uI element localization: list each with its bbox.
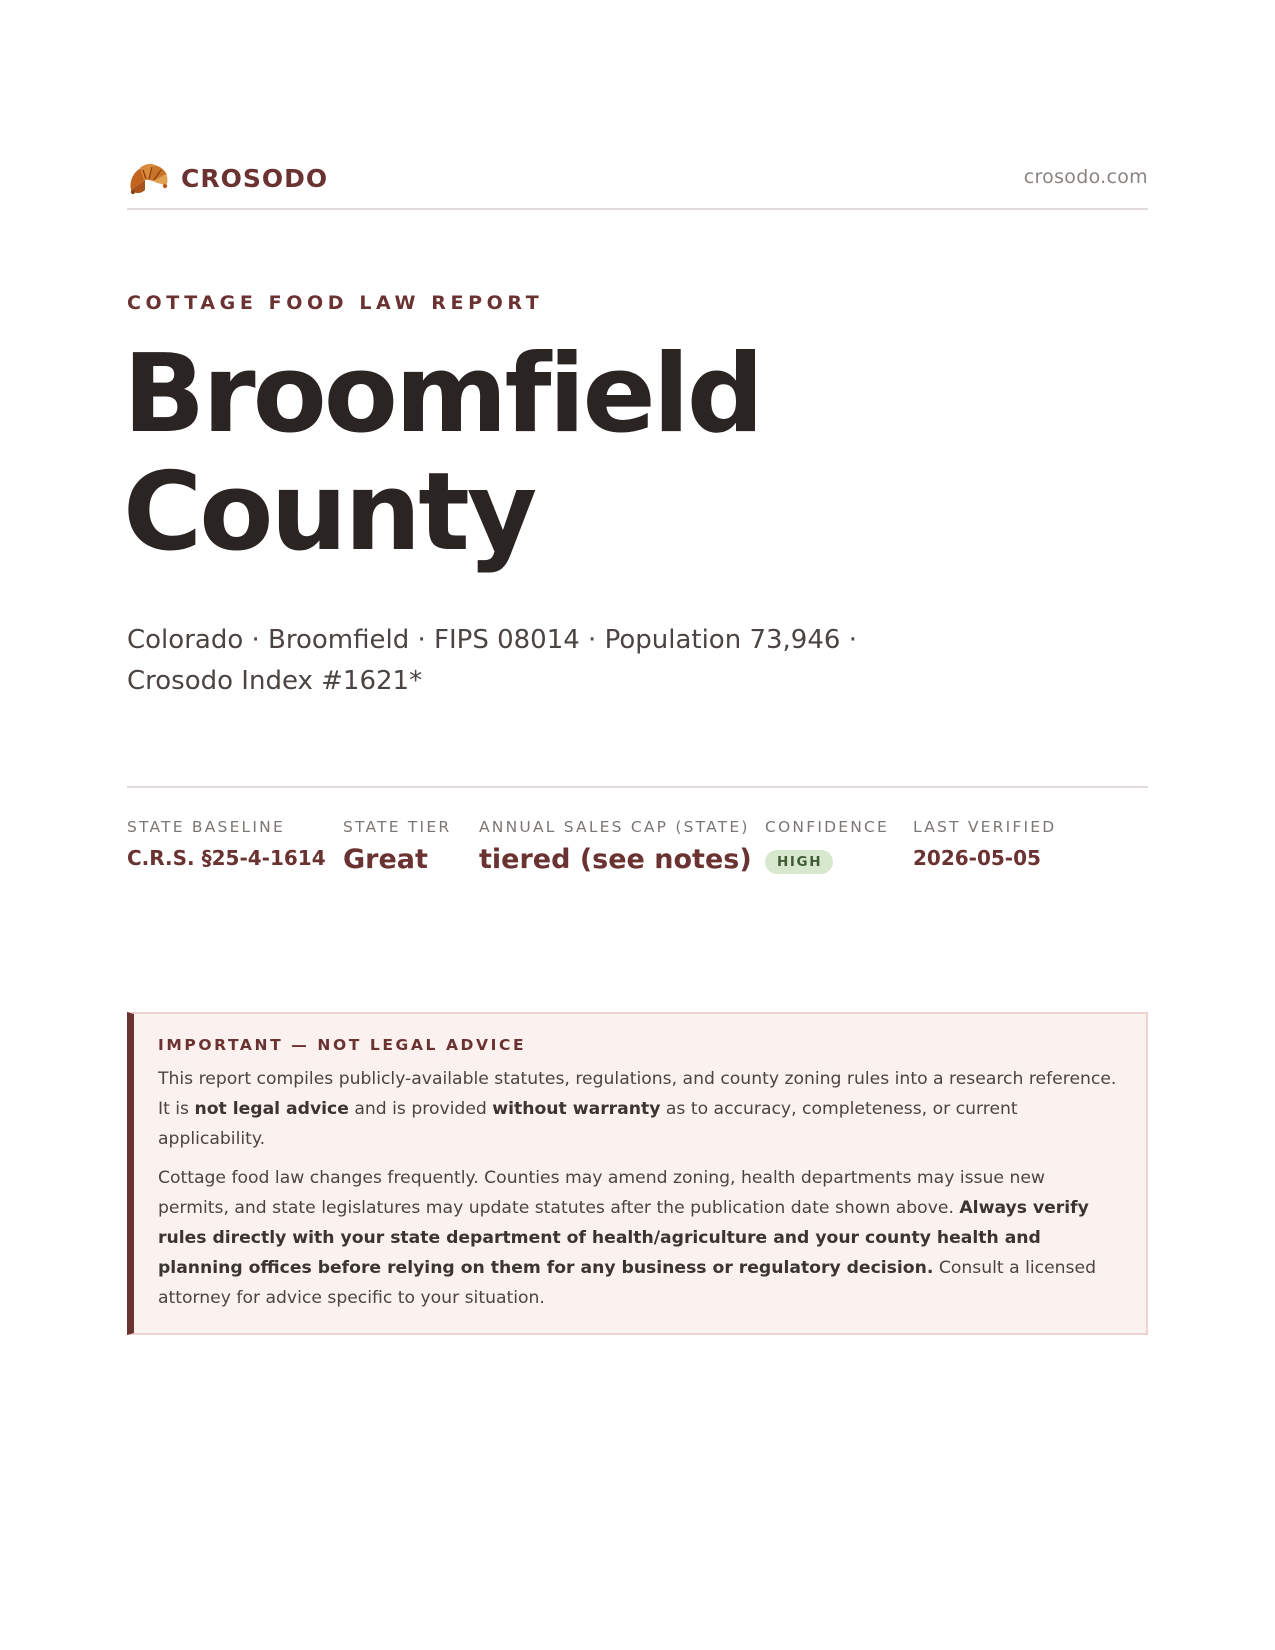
stat-last-verified <box>913 818 1056 870</box>
site-url-link[interactable]: crosodo.com <box>1023 166 1148 188</box>
disclaimer-text: Consult a licensed attorney for advice specific to your situation. <box>158 1258 1096 1308</box>
brand[interactable] <box>127 158 328 198</box>
title-line-1: Broomfield <box>123 332 762 457</box>
disclaimer-emphasis: not legal advice <box>194 1099 349 1119</box>
report-page <box>123 0 1148 1650</box>
stat-value: Great <box>343 844 428 875</box>
stat-state-tier <box>343 818 451 875</box>
stats-strip <box>127 786 1148 908</box>
disclaimer-emphasis: without warranty <box>492 1099 661 1119</box>
disclaimer-text: Cottage food law changes frequently. Counties may amend zoning, health departments may issue new permits, and state legislatures may update statutes after the publication date shown above. <box>158 1168 1045 1218</box>
stat-label: STATE BASELINE <box>127 818 285 836</box>
disclaimer-text: and is provided <box>348 1099 493 1119</box>
stat-state-baseline <box>127 818 326 870</box>
subtitle-line-1: Colorado · Broomfield · FIPS 08014 · Population 73,946 · <box>127 625 857 655</box>
report-subtitle <box>127 620 927 702</box>
disclaimer-paragraph-1 <box>158 1064 1120 1154</box>
page-title <box>123 332 762 575</box>
subtitle-line-2: Crosodo Index #1621* <box>127 666 423 696</box>
stat-label: ANNUAL SALES CAP (STATE) <box>479 818 750 836</box>
disclaimer-paragraph-2 <box>158 1163 1120 1313</box>
stat-annual-sales-cap <box>479 818 752 875</box>
stat-value: tiered (see notes) <box>479 844 752 875</box>
stat-label: STATE TIER <box>343 818 452 836</box>
disclaimer-text: This report compiles publicly-available statutes, regulations, and county zoning rules into a research reference. It is <box>158 1069 1117 1119</box>
legal-disclaimer <box>127 1012 1148 1335</box>
disclaimer-text: as to accuracy, completeness, or current applicability. <box>158 1099 1018 1149</box>
stat-confidence <box>765 818 889 874</box>
confidence-badge: HIGH <box>765 850 833 874</box>
disclaimer-heading: IMPORTANT — NOT LEGAL ADVICE <box>158 1036 527 1054</box>
disclaimer-emphasis: Always verify rules directly with your state department of health/agriculture and your county health and planning offices before relying on them for any business or regulatory decision. <box>158 1198 1089 1278</box>
stat-value: C.R.S. §25-4-1614 <box>127 846 326 870</box>
title-line-2: County <box>123 450 535 575</box>
croissant-icon <box>127 158 169 198</box>
report-eyebrow: COTTAGE FOOD LAW REPORT <box>127 292 544 314</box>
stat-label: CONFIDENCE <box>765 818 890 836</box>
brand-name: CROSODO <box>181 163 329 193</box>
page-header <box>127 158 1148 210</box>
stat-label: LAST VERIFIED <box>913 818 1057 836</box>
stat-value: 2026-05-05 <box>913 846 1041 870</box>
